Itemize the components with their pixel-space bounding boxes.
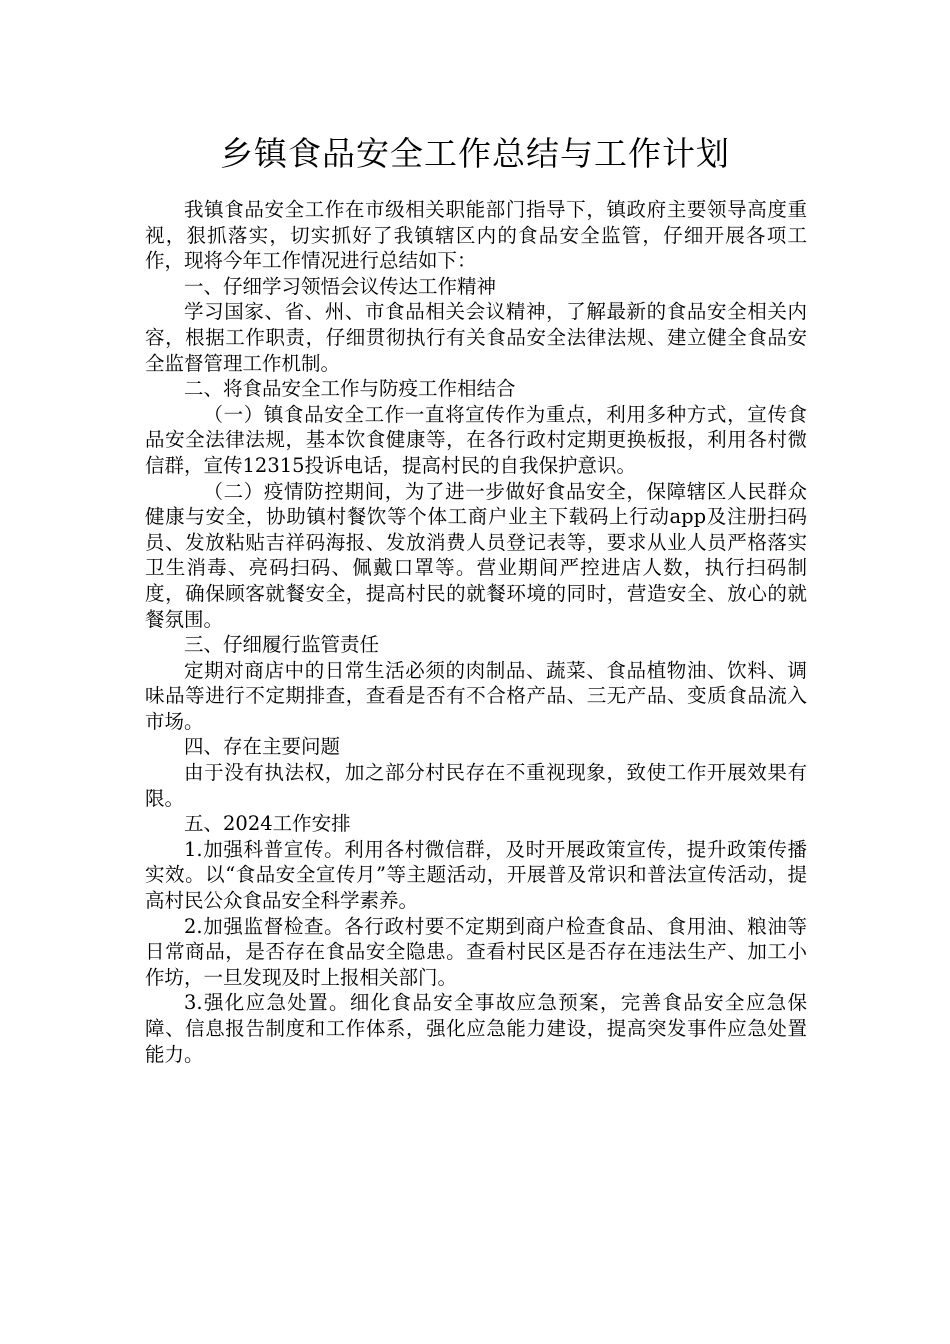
section-heading-2: 二、将食品安全工作与防疫工作相结合 (184, 377, 516, 401)
section-paragraph-2b: （二）疫情防控期间，为了进一步做好食品安全，保障辖区人民群众健康与安全，协助镇村餐饮等个体工商户业主下载码上行动app及注册扫码员、发放粘贴吉祥码海报、发放消费人员登记表等，要求从业人员严格落实卫生消毒、亮码扫码、佩戴口罩等。营业期间严控进店人数，执行扫码制度，确保顾客就餐安全，提高村民的就餐环境的同时，营造安全、放心的就餐氛围。 (145, 479, 807, 631)
plan-item-2: 2.加强监督检查。各行政村要不定期到商户检查食品、食用油、粮油等日常商品，是否存在食品安全隐患。查看村民区是否存在违法生产、加工小作坊，一旦发现及时上报相关部门。 (145, 914, 807, 989)
section-paragraph-2a: （一）镇食品安全工作一直将宣传作为重点，利用多种方式，宣传食品安全法律法规，基本饮食健康等，在各行政村定期更换板报，利用各村微信群，宣传12315投诉电话，提高村民的自我保护意识。 (145, 402, 807, 477)
plan-item-3: 3.强化应急处置。细化食品安全事故应急预案，完善食品安全应急保障、信息报告制度和工作体系，强化应急能力建设，提高突发事件应急处置能力。 (145, 991, 807, 1066)
intro-paragraph: 我镇食品安全工作在市级相关职能部门指导下，镇政府主要领导高度重视，狠抓落实，切实抓好了我镇辖区内的食品安全监管，仔细开展各项工作，现将今年工作情况进行总结如下： (145, 198, 807, 273)
section-heading-5: 五、2024工作安排 (184, 812, 351, 836)
section-paragraph-3: 定期对商店中的日常生活必须的肉制品、蔬菜、食品植物油、饮料、调味品等进行不定期排查，查看是否有不合格产品、三无产品、变质食品流入市场。 (145, 658, 807, 733)
section-heading-1: 一、仔细学习领悟会议传达工作精神 (184, 274, 497, 298)
plan-item-1: 1.加强科普宣传。利用各村微信群，及时开展政策宣传，提升政策传播实效。以“食品安全宣传月”等主题活动，开展普及常识和普法宣传活动，提高村民公众食品安全科学素养。 (145, 837, 807, 913)
section-heading-3: 三、仔细履行监管责任 (184, 633, 380, 657)
section-paragraph-1: 学习国家、省、州、市食品相关会议精神，了解最新的食品安全相关内容，根据工作职责，仔细贯彻执行有关食品安全法律法规、建立健全食品安全监督管理工作机制。 (145, 300, 807, 375)
document-title: 乡镇食品安全工作总结与工作计划 (220, 134, 730, 173)
document-body (145, 197, 807, 1067)
section-paragraph-4: 由于没有执法权，加之部分村民存在不重视现象，致使工作开展效果有限。 (145, 761, 807, 810)
section-heading-4: 四、存在主要问题 (184, 735, 341, 759)
